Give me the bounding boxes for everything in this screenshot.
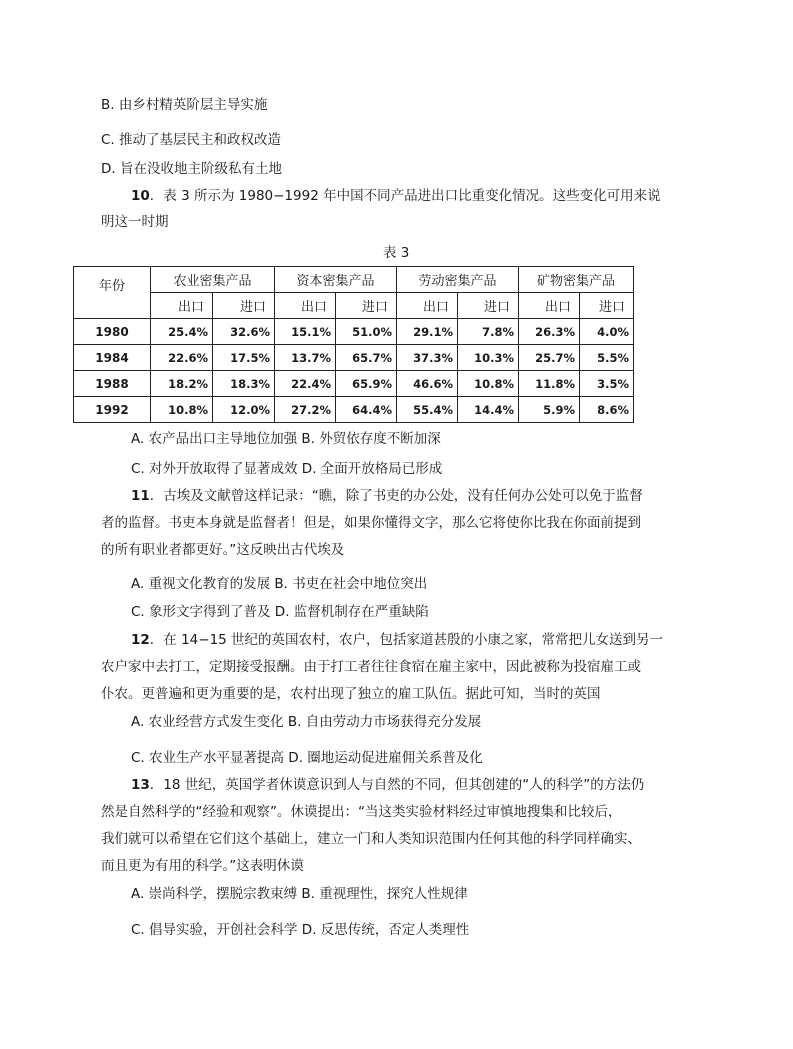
q12-text1: ．在 14−15 世纪的英国农村，农户，包括家道甚殷的小康之家，常常把儿女送到另一 [149,632,664,648]
sub-header-export: 出口 [275,293,336,319]
table-cell: 14.4% [458,397,519,423]
sub-header-import: 进口 [458,293,519,319]
table-cell: 3.5% [580,371,634,397]
table-cell: 64.4% [336,397,397,423]
row-year: 1992 [74,397,151,423]
table-caption: 表 3 [383,245,410,261]
q10-stem-line2: 明这一时期 [101,214,169,230]
table-cell: 18.2% [151,371,213,397]
q10-number: 10 [131,188,150,204]
table-cell: 32.6% [213,319,275,345]
q12-number: 12 [131,632,150,648]
q13-line2: 然是自然科学的“经验和观察”。休谟提出：“当这类实验材料经过审慎地搜集和比较后， [101,804,622,820]
table-cell: 11.8% [519,371,580,397]
q11-line1 [131,487,643,505]
q12-line3: 仆农。更普遍和更为重要的是，农村出现了独立的雇工队伍。据此可知，当时的英国 [101,686,601,702]
q13-line4: 而且更为有用的科学。”这表明休谟 [101,858,304,874]
q13-options-line2: C. 倡导实验，开创社会科学 D. 反思传统，否定人类理性 [131,922,470,938]
table-cell: 12.0% [213,397,275,423]
sub-header-import: 进口 [580,293,634,319]
table-cell: 13.7% [275,345,336,371]
q11-line2: 者的监督。书吏本身就是监督者！但是，如果你懂得文字，那么它将使你比我在你面前提到 [101,515,641,531]
table-cell: 5.9% [519,397,580,423]
group-header-mineral: 矿物密集产品 [519,267,634,293]
table-cell: 46.6% [397,371,458,397]
table-cell: 26.3% [519,319,580,345]
row-year: 1980 [74,319,151,345]
group-header-labor: 劳动密集产品 [397,267,519,293]
q10-options-line1: A. 农产品出口主导地位加强 B. 外贸依存度不断加深 [131,431,441,447]
table-corner-label: 年份 [74,267,151,319]
q9-option-c: C. 推动了基层民主和政权改造 [101,132,282,148]
table-cell: 15.1% [275,319,336,345]
sub-header-export: 出口 [519,293,580,319]
table-cell: 10.8% [151,397,213,423]
q12-line2: 农户家中去打工，定期接受报酬。由于打工者往往食宿在雇主家中，因此被称为投宿雇工或 [101,659,641,675]
table-cell: 55.4% [397,397,458,423]
q11-number: 11 [131,488,150,504]
table-cell: 22.6% [151,345,213,371]
q10-stem-line1 [131,187,661,205]
q12-line1 [131,631,663,649]
sub-header-export: 出口 [151,293,213,319]
table-cell: 8.6% [580,397,634,423]
table-cell: 4.0% [580,319,634,345]
row-year: 1984 [74,345,151,371]
q9-option-d: D. 旨在没收地主阶级私有土地 [101,161,282,177]
table-cell: 29.1% [397,319,458,345]
q9-option-b: B. 由乡村精英阶层主导实施 [101,97,268,113]
table-cell: 51.0% [336,319,397,345]
q11-line3: 的所有职业者都更好。”这反映出古代埃及 [101,542,345,558]
table-cell: 65.7% [336,345,397,371]
q13-line1 [131,776,644,794]
q10-stem-text1: ．表 3 所示为 1980−1992 年中国不同产品进出口比重变化情况。这些变化可用来说 [149,188,661,204]
table-cell: 10.8% [458,371,519,397]
table-cell: 22.4% [275,371,336,397]
table-cell: 65.9% [336,371,397,397]
q11-text1: ．古埃及文献曾这样记录：“瞧，除了书吏的办公处，没有任何办公处可以免于监督 [149,488,643,504]
q12-options-line2: C. 农业生产水平显著提高 D. 圈地运动促进雇佣关系普及化 [131,750,483,766]
q13-number: 13 [131,777,150,793]
q11-options-line1: A. 重视文化教育的发展 B. 书吏在社会中地位突出 [131,576,428,592]
table-cell: 17.5% [213,345,275,371]
q11-options-line2: C. 象形文字得到了普及 D. 监督机制存在严重缺陷 [131,604,429,620]
table-cell: 37.3% [397,345,458,371]
q13-line3: 我们就可以希望在它们这个基础上，建立一门和人类知识范围内任何其他的科学同样确实、 [101,831,641,847]
q13-options-line1: A. 崇尚科学，摆脱宗教束缚 B. 重视理性，探究人性规律 [131,886,468,902]
table-cell: 25.7% [519,345,580,371]
sub-header-export: 出口 [397,293,458,319]
row-year: 1988 [74,371,151,397]
q13-text1: ．18 世纪，英国学者休谟意识到人与自然的不同，但其创建的“人的科学”的方法仍 [149,777,645,793]
q12-options-line1: A. 农业经营方式发生变化 B. 自由劳动力市场获得充分发展 [131,714,482,730]
group-header-capital: 资本密集产品 [275,267,397,293]
table-row [74,371,634,397]
table-cell: 18.3% [213,371,275,397]
table-cell: 27.2% [275,397,336,423]
export-import-table [73,266,634,423]
q10-options-line2: C. 对外开放取得了显著成效 D. 全面开放格局已形成 [131,461,443,477]
table-cell: 10.3% [458,345,519,371]
table-row [74,345,634,371]
table-cell: 5.5% [580,345,634,371]
sub-header-import: 进口 [213,293,275,319]
table-cell: 25.4% [151,319,213,345]
table-row [74,319,634,345]
table-row [74,397,634,423]
group-header-agriculture: 农业密集产品 [151,267,275,293]
table-cell: 7.8% [458,319,519,345]
sub-header-import: 进口 [336,293,397,319]
